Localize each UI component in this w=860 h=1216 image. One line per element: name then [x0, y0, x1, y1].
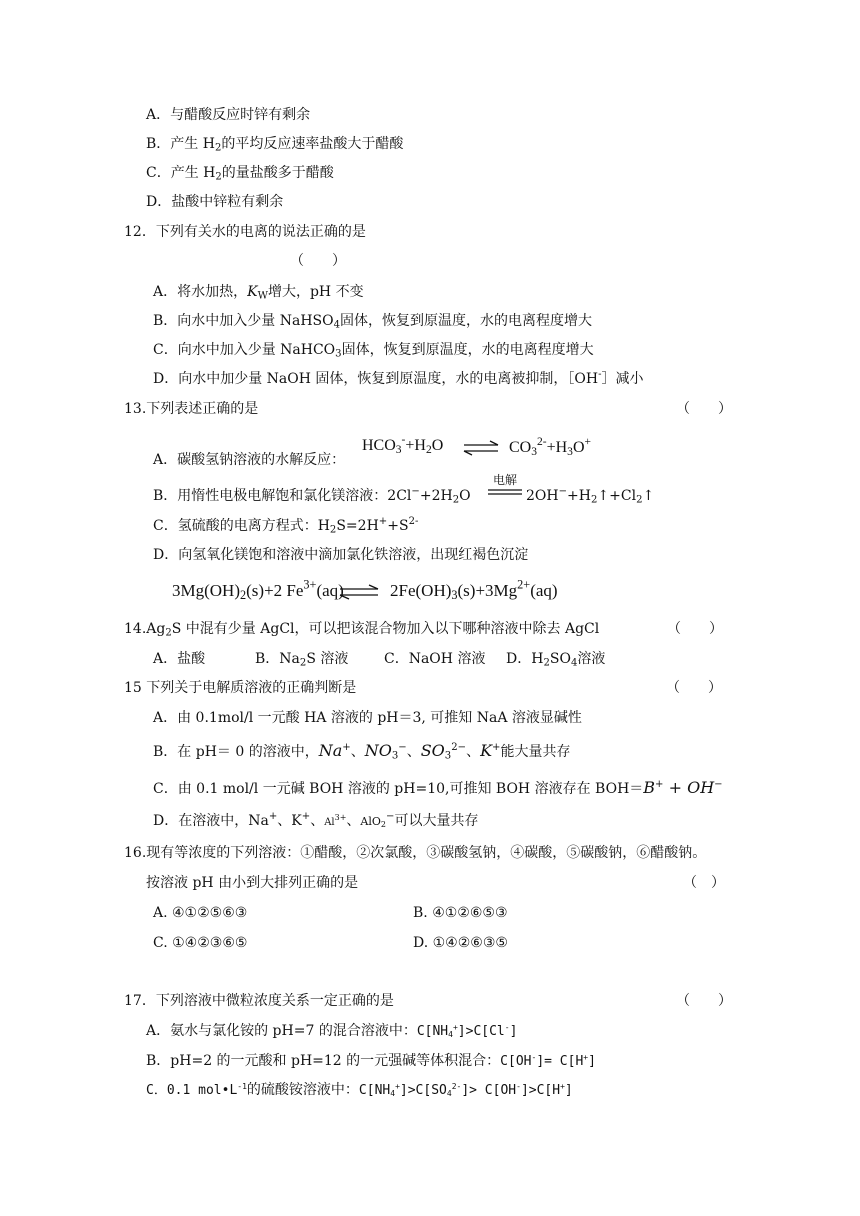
q13-option-a: A．碳酸氢钠溶液的水解反应：: [153, 452, 346, 468]
double-line-sign-icon: [487, 488, 523, 496]
q13-equation-feoh3: $2Fe(OH)_3(s)+3Mg^{2+}(aq)$: [390, 577, 558, 603]
q16-stem: 16.现有等浓度的下列溶液：①醋酸，②次氯酸，③碳酸氢钠，④碳酸，⑤碳酸钠，⑥醋酸钠。: [124, 845, 707, 861]
q12-stem: 12．下列有关水的电离的说法正确的是: [124, 224, 366, 240]
q15-option-b: B．在 pH＝ 0 的溶液中，Na+、$NO_3^-$、$SO_3^{2-}$、K+能大量共存: [153, 741, 571, 762]
q13-option-b: B．用惰性电极电解饱和氯化镁溶液：$2Cl^-+2H_2O$: [153, 485, 471, 506]
q12-option-c: C．向水中加入少量 NaHCO$_3$固体，恢复到原温度，水的电离程度增大: [153, 342, 594, 360]
q17-option-a: A．氨水与氯化铵的 pH=7 的混合溶液中：$C[NH_4^+]>C[Cl^-]$: [146, 1023, 518, 1039]
q15-option-d: D．在溶液中，Na+、K+、$Al^{3+}$、AlO$_2$−可以大量共存: [153, 810, 479, 829]
q11-option-d: D．盐酸中锌粒有剩余: [146, 194, 284, 210]
q12-option-b: B．向水中加入少量 NaHSO$_4$固体，恢复到原温度，水的电离程度增大: [153, 313, 593, 331]
q16-option-b: B. ④①②⑥⑤③: [413, 905, 508, 921]
electrolysis-condition: 电解: [492, 473, 517, 487]
q15-option-a: A．由 0.1mol/l 一元酸 HA 溶液的 pH＝3, 可推知 NaA 溶液显碱性: [153, 710, 582, 726]
q14-option-b: B．$Na_2S$ 溶液: [255, 651, 349, 669]
q16-stem-2: 按溶液 pH 由小到大排列正确的是: [146, 875, 359, 891]
q16-option-a: A. ④①②⑤⑥③: [153, 905, 248, 921]
q12-option-a: A．将水加热，$K_W$增大，pH 不变: [153, 284, 364, 302]
q12-answer-paren: （ ）: [290, 253, 346, 269]
q14-stem: $14.Ag_2S$ 中混有少量 AgCl，可以把该混合物加入以下哪种溶液中除去 AgCl: [124, 621, 600, 639]
q14-answer-paren: （ ）: [667, 621, 723, 637]
q17-answer-paren: （ ）: [676, 993, 732, 1009]
q13-equation-hco3: $HCO_3^-+H_2O$: [362, 434, 444, 456]
q16-answer-paren: （ ）: [683, 875, 725, 891]
q12-option-d: D．向水中加少量 NaOH 固体，恢复到原温度，水的电离被抑制，［OH-］减小: [153, 368, 644, 387]
q14-option-c: C．NaOH 溶液: [384, 651, 486, 667]
q17-option-b: B．pH=2 的一元酸和 pH=12 的一元强碱等体积混合：C[OH-]= C[H+]: [146, 1053, 596, 1069]
q15-option-c: C．由 0.1 mol/l 一元碱 BOH 溶液的 pH=10,可推知 BOH 溶液存在 BOH＝B+ + OH−: [153, 778, 723, 797]
q17-stem: 17．下列溶液中微粒浓度关系一定正确的是: [124, 993, 394, 1009]
q11-option-a: A．与醋酸反应时锌有剩余: [146, 107, 311, 123]
q17-option-c: C．0.1 $mol•L^{-1}$的硫酸铵溶液中：$C[NH_4^+]>C[SO_4^{2-}]> C[OH^-]>C[H^+]$: [146, 1082, 573, 1098]
q15-stem: 15 下列关于电解质溶液的正确判断是: [124, 680, 357, 696]
q13-equation-mgoh2: $3Mg(OH)_2(s)+2$ $Fe^{3+}(aq)$: [172, 577, 344, 603]
q16-option-c: C. ①④②③⑥⑤: [153, 935, 248, 951]
equilibrium-arrow-icon: [462, 440, 500, 456]
q13-answer-paren: （ ）: [676, 401, 732, 417]
q16-option-d: D. ①④②⑥③⑤: [413, 935, 508, 951]
q13-option-c: C．氢硫酸的电离方程式：$H_2S=2H^++S^{2-}$: [153, 515, 419, 536]
q14-option-d: D．$H_2SO_4$溶液: [506, 651, 606, 669]
q13-stem: 13.下列表述正确的是: [124, 401, 259, 417]
q14-option-a: A．盐酸: [153, 651, 206, 667]
q15-answer-paren: （ ）: [666, 680, 722, 696]
equilibrium-arrow-icon: [338, 584, 380, 600]
q11-option-c: C．产生 $H_2$的量盐酸多于醋酸: [146, 165, 334, 183]
q13-equation-co3: $CO_3^{2-}+H_3O^+$: [509, 436, 591, 458]
q13-option-d: D．向氢氧化镁饱和溶液中滴加氯化铁溶液，出现红褐色沉淀: [153, 547, 529, 563]
q13-option-b-products: $2OH^-+H_2↑+Cl_2↑$: [526, 485, 655, 506]
q11-option-b: B．产生 $H_2$的平均反应速率盐酸大于醋酸: [146, 136, 404, 154]
